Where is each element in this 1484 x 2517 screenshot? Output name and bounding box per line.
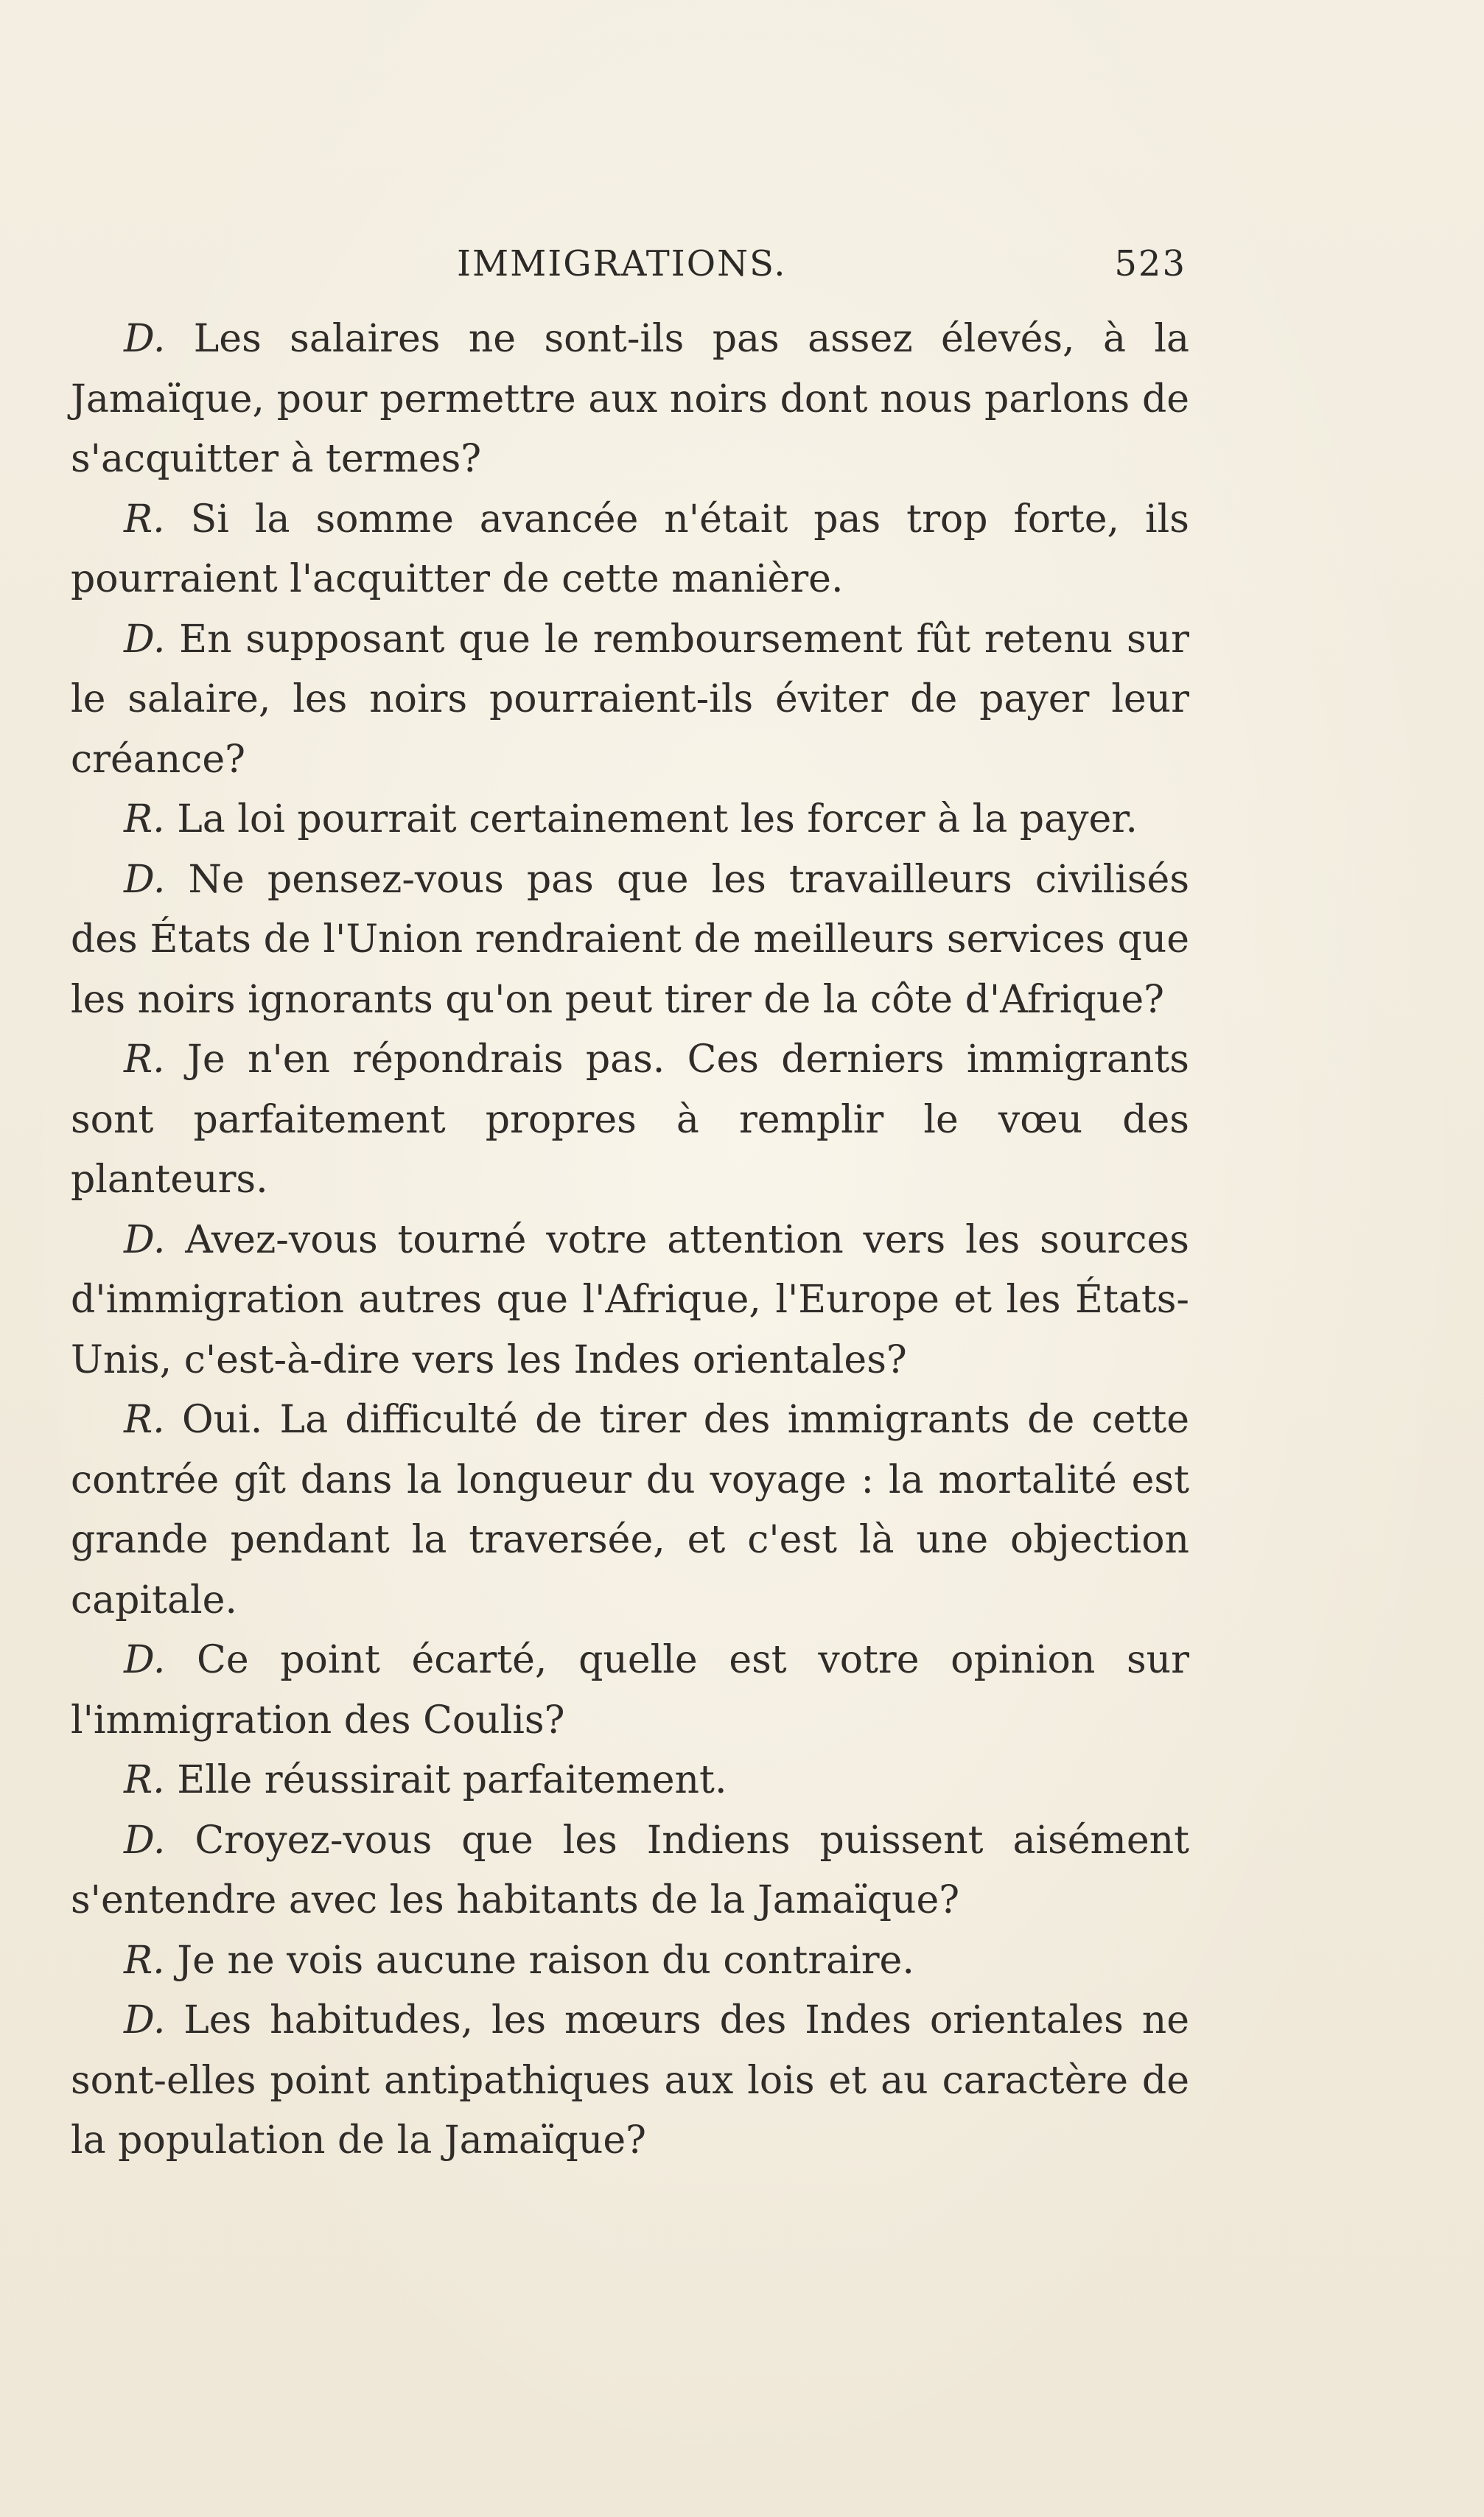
speaker-label: D. [124,617,166,662]
dialogue-paragraph [71,1931,1189,1992]
dialogue-paragraph [71,790,1189,850]
dialogue-paragraph [71,1811,1189,1931]
speaker-label: D. [124,1217,166,1262]
dialogue-text [71,309,1189,2171]
speaker-label: R. [124,1398,165,1442]
page-number: 523 [1114,243,1186,284]
speaker-label: D. [124,1638,166,1682]
dialogue-paragraph [71,850,1189,1031]
speaker-label: R. [124,497,165,542]
paragraph-text: Les habitudes, les mœurs des Indes orientales ne sont-elles point antipathiques aux lois et au caractère de la population de la Jamaïque? [71,1998,1189,2163]
speaker-label: R. [124,797,165,841]
paragraph-text: Ne pensez-vous pas que les travailleurs civilisés des États de l'Union rendraient de meilleurs services que les noirs ignorants qu'on peut tirer de la côte d'Afrique? [71,857,1190,1022]
paragraph-text: Oui. La difficulté de tirer des immigrants de cette contrée gît dans la longueur du voyage : la mortalité est grande pendant la traversée, et c'est là une objection capitale. [71,1398,1189,1622]
dialogue-paragraph [71,309,1189,490]
paragraph-text: Avez-vous tourné votre attention vers les sources d'immigration autres que l'Afrique, l'Europe et les États-Unis, c'est-à-dire vers les Indes orientales? [71,1217,1189,1382]
speaker-label: R. [124,1938,165,1983]
paragraph-text: Ce point écarté, quelle est votre opinion sur l'immigration des Coulis? [71,1638,1189,1743]
paragraph-text: Les salaires ne sont-ils pas assez élevés, à la Jamaïque, pour permettre aux noirs dont nous parlons de s'acquitter à termes? [71,317,1189,481]
dialogue-paragraph [71,490,1189,610]
dialogue-paragraph [71,1390,1189,1631]
dialogue-paragraph [71,1030,1189,1211]
paragraph-text: En supposant que le remboursement fût retenu sur le salaire, les noirs pourraient-ils éviter de payer leur créance? [71,617,1189,782]
paragraph-text: La loi pourrait certainement les forcer à la payer. [177,797,1138,841]
paragraph-text: Je ne vois aucune raison du contraire. [177,1938,914,1983]
dialogue-paragraph [71,610,1189,791]
speaker-label: R. [124,1037,165,1082]
paragraph-text: Si la somme avancée n'était pas trop forte, ils pourraient l'acquitter de cette manière. [71,497,1189,601]
page-header [74,243,1186,302]
paragraph-text: Croyez-vous que les Indiens puissent aisément s'entendre avec les habitants de la Jamaïque? [71,1818,1189,1922]
dialogue-paragraph [71,1751,1189,1811]
paragraph-text: Je n'en répondrais pas. Ces derniers immigrants sont parfaitement propres à remplir le vœu des planteurs. [71,1037,1189,1202]
dialogue-paragraph [71,1991,1189,2171]
speaker-label: D. [124,317,166,361]
paragraph-text: Elle réussirait parfaitement. [177,1758,727,1802]
speaker-label: R. [124,1758,165,1802]
dialogue-paragraph [71,1631,1189,1751]
speaker-label: D. [124,1998,166,2042]
speaker-label: D. [124,1818,166,1863]
speaker-label: D. [124,857,166,902]
dialogue-paragraph [71,1211,1189,1391]
running-title: IMMIGRATIONS. [457,243,787,284]
